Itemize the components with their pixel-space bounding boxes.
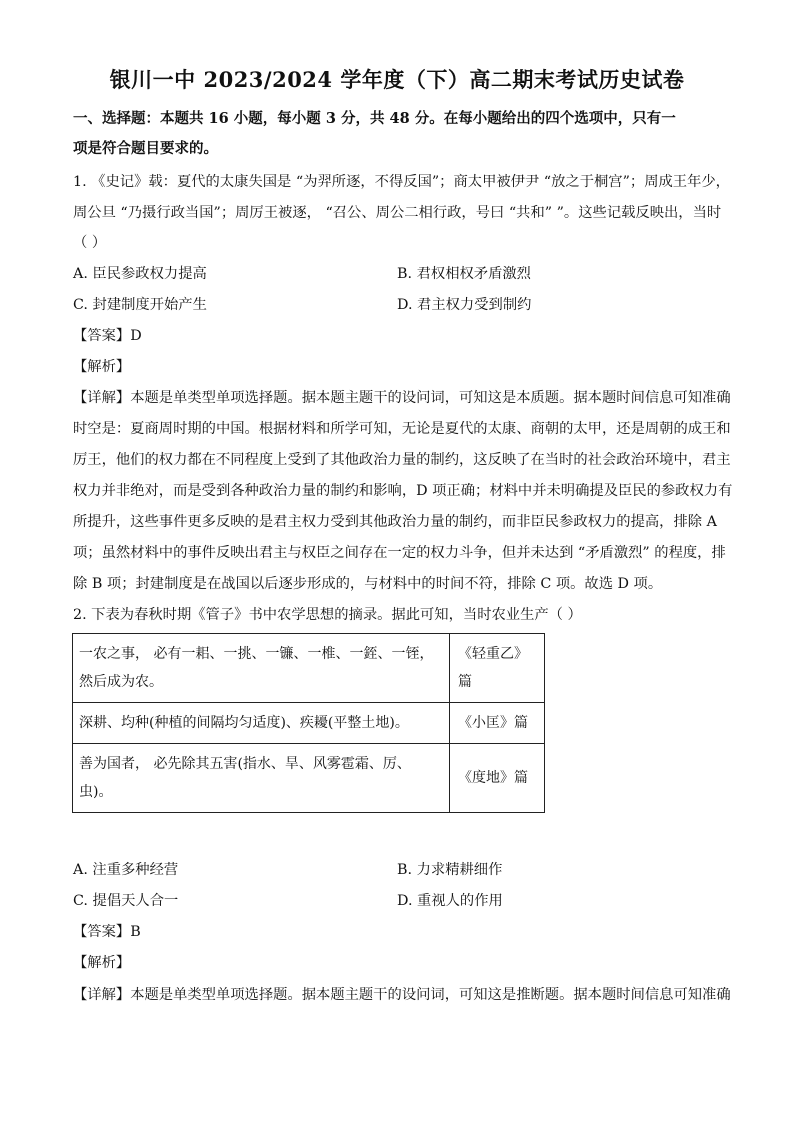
q1-detail-line-5: 所提升，这些事件更多反映的是君主权力受到其他政治力量的制约，而非臣民参政权力的提高，排除 A	[73, 514, 717, 530]
table-cell-text: 深耕、均种(种植的间隔均匀适度)、疾耰(平整土地)。	[73, 703, 450, 744]
q1-option-a: A. 臣民参政权力提高	[73, 266, 207, 282]
q2-option-d: D. 重视人的作用	[397, 893, 503, 909]
q1-answer	[73, 326, 142, 346]
q2-analysis-label: 【解析】	[73, 955, 131, 971]
table-cell-text: 善为国者， 必先除其五害(指水、旱、风雾雹霜、厉、虫)。	[73, 744, 450, 813]
q2-option-a: A. 注重多种经营	[73, 862, 179, 878]
q1-option-d: D. 君主权力受到制约	[397, 297, 532, 313]
q1-answer-label: 【答案】	[73, 328, 131, 344]
q1-detail-line-6: 项；虽然材料中的事件反映出君主与权臣之间存在一定的权力斗争，但并未达到 “矛盾激烈” 的程度，排	[73, 545, 726, 561]
table-cell-source: 《小匡》篇	[450, 703, 545, 744]
table-cell-source: 《轻重乙》篇	[450, 634, 545, 703]
q1-answer-value: D	[130, 328, 142, 344]
q1-detail-line-3: 厉王，他们的权力都在不同程度上受到了其他政治力量的制约，这反映了在当时的社会政治环境中，君主	[73, 452, 731, 468]
q1-detail-line-7: 除 B 项；封建制度是在战国以后逐步形成的，与材料中的时间不符，排除 C 项。故选 D 项。	[73, 576, 663, 592]
q1-detail-line-4: 权力并非绝对，而是受到各种政治力量的制约和影响，D 项正确；材料中并未明确提及臣民的参政权力有	[73, 483, 733, 499]
q1-stem-line-3: （ ）	[73, 235, 107, 251]
q2-stem: 2. 下表为春秋时期《管子》书中农学思想的摘录。据此可知，当时农业生产（ ）	[73, 607, 582, 623]
q2-quote-table	[72, 633, 545, 813]
q2-option-c: C. 提倡天人合一	[73, 893, 179, 909]
q2-option-b: B. 力求精耕细作	[397, 862, 503, 878]
exam-title: 银川一中 2023/2024 学年度（下）高二期末考试历史试卷	[109, 67, 685, 92]
q2-answer-value: B	[130, 924, 141, 940]
q1-stem-line-1: 1. 《史记》载：夏代的太康失国是 “为羿所逐，不得反国”；商太甲被伊尹 “放之于桐宫”；周成王年少，	[73, 174, 730, 190]
q2-detail-text-1: 本题是单类型单项选择题。据本题主题干的设问词，可知这是推断题。据本题时间信息可知准确	[130, 987, 731, 1003]
q1-detail-line-1	[73, 388, 731, 408]
table-cell-source: 《度地》篇	[450, 744, 545, 813]
q2-detail-line-1	[73, 985, 731, 1005]
q1-detail-line-2: 时空是：夏商周时期的中国。根据材料和所学可知，无论是夏代的太康、商朝的太甲，还是周朝的成王和	[73, 421, 731, 437]
table-row	[73, 703, 545, 744]
q2-answer	[73, 922, 141, 942]
section-heading-line-1: 一、选择题：本题共 16 小题，每小题 3 分，共 48 分。在每小题给出的四个选项中，只有一	[73, 110, 676, 127]
q1-stem-line-2: 周公旦 “乃摄行政当国”；周厉王被逐， “召公、周公二相行政，号曰 “共和” ”。这些记载反映出，当时	[73, 205, 722, 221]
section-heading	[73, 104, 723, 164]
q2-detail-label: 【详解】	[73, 987, 131, 1003]
section-heading-line-2: 项是符合题目要求的。	[73, 140, 218, 157]
q1-option-b: B. 君权相权矛盾激烈	[397, 266, 531, 282]
q2-answer-label: 【答案】	[73, 924, 131, 940]
table-row	[73, 634, 545, 703]
q1-option-c: C. 封建制度开始产生	[73, 297, 207, 313]
table-cell-text: 一农之事， 必有一耜、一挑、一镰、一椎、一銍、一铚，然后成为农。	[73, 634, 450, 703]
q1-detail-text-1: 本题是单类型单项选择题。据本题主题干的设问词，可知这是本质题。据本题时间信息可知准确	[130, 390, 731, 406]
q1-analysis-label: 【解析】	[73, 359, 131, 375]
q1-detail-label: 【详解】	[73, 390, 131, 406]
table-row	[73, 744, 545, 813]
